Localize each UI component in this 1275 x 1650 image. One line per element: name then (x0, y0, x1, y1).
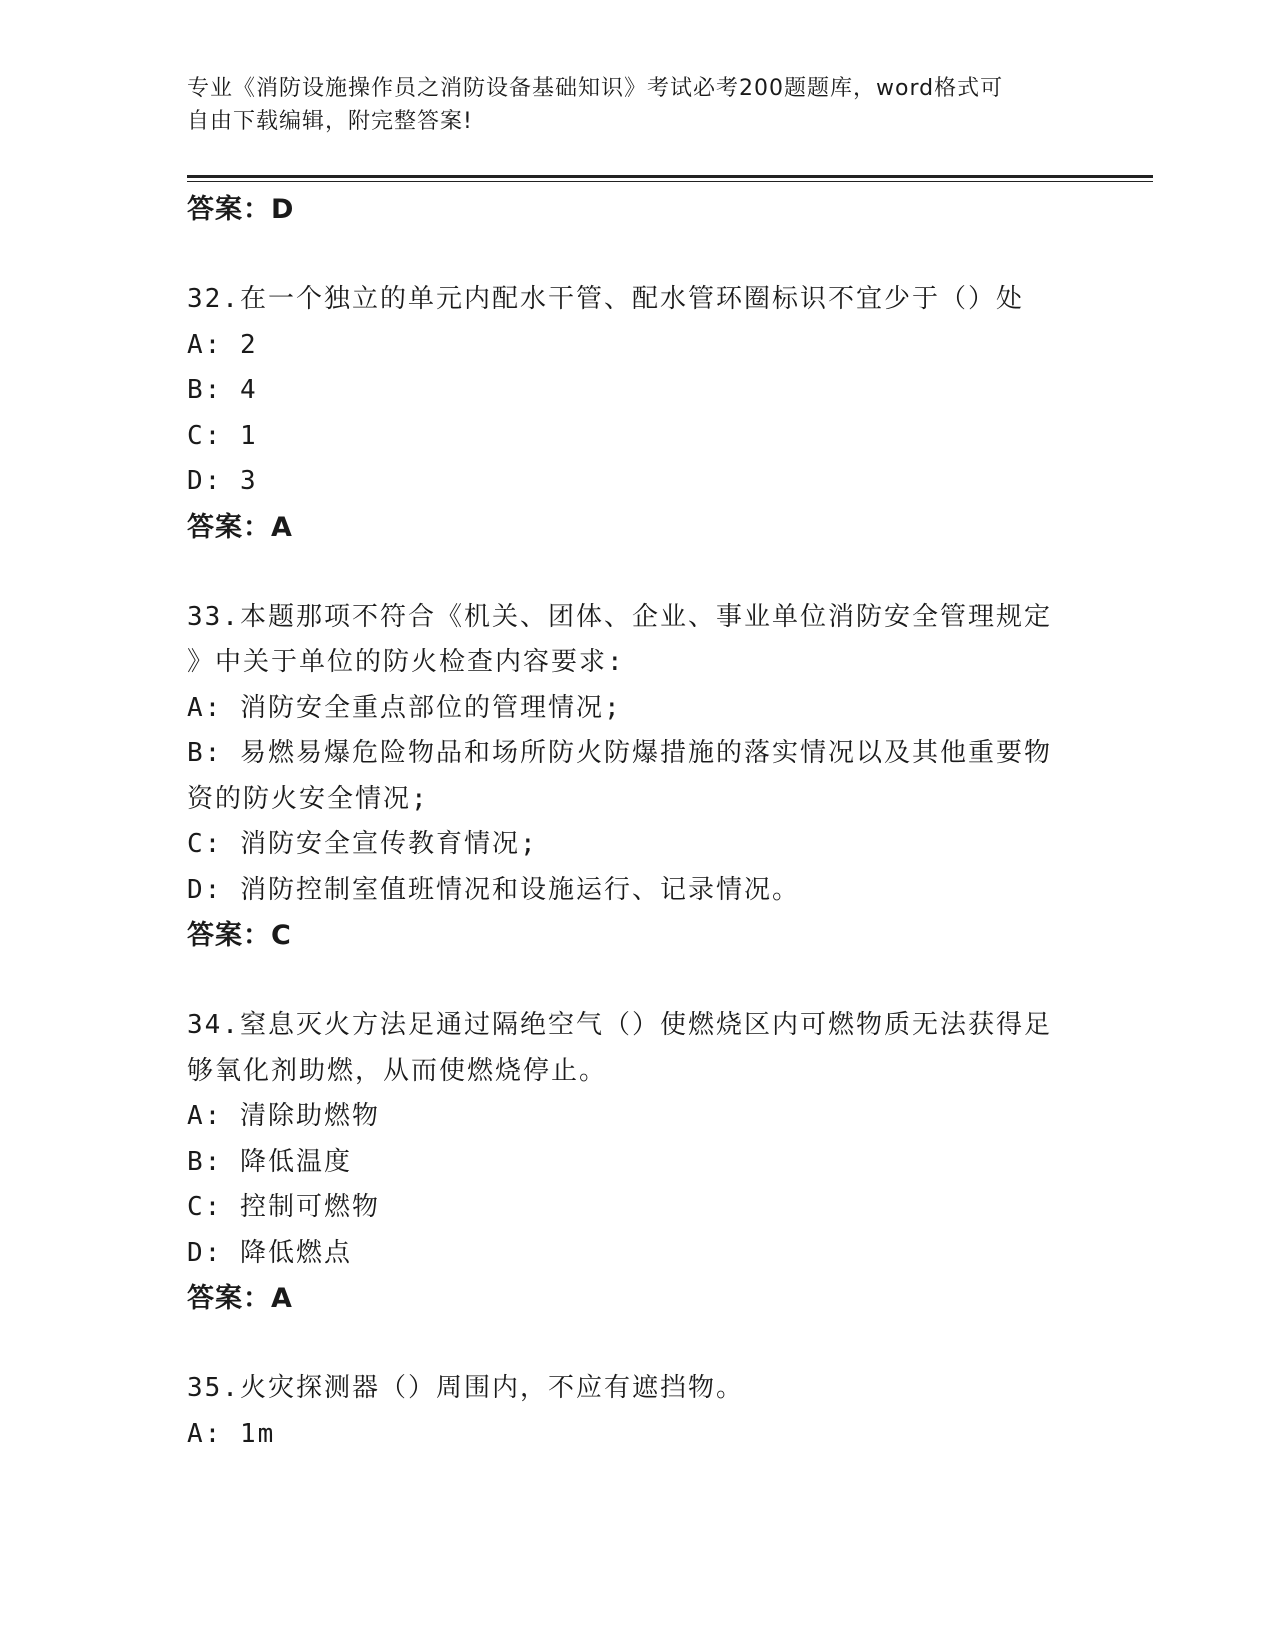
option-b-continued: 资的防火安全情况; (187, 783, 429, 814)
question-title-continued: 够氧化剂助燃，从而使燃烧停止。 (187, 1055, 608, 1086)
answer-label: 答案：A (187, 1283, 293, 1314)
header-line-1: 专业《消防设施操作员之消防设备基础知识》考试必考200题题库，word格式可 (187, 76, 1004, 101)
question-title: 33.本题那项不符合《机关、团体、企业、事业单位消防安全管理规定 (187, 601, 1052, 632)
question-title: 32.在一个独立的单元内配水干管、配水管环圈标识不宜少于（）处 (187, 284, 1024, 314)
question-title: 34.窒息灭火方法足通过隔绝空气（）使燃烧区内可燃物质无法获得足 (187, 1010, 1052, 1040)
option-c: C: 1 (187, 420, 258, 451)
option-d: D: 降低燃点 (187, 1237, 352, 1268)
option-a: A: 1m (187, 1418, 276, 1449)
previous-answer: 答案：D (187, 194, 295, 225)
question-block (187, 1003, 1077, 1322)
answer-label: 答案：C (187, 920, 292, 951)
option-b: B: 4 (187, 375, 258, 405)
option-a: A: 清除助燃物 (187, 1101, 380, 1131)
question-block (187, 1366, 1077, 1457)
option-a: A: 2 (187, 329, 258, 360)
header-divider-thin (187, 181, 1153, 182)
option-d: D: 3 (187, 466, 258, 496)
option-a: A: 消防安全重点部位的管理情况; (187, 692, 622, 723)
document-header (187, 72, 1067, 138)
question-block (187, 277, 1077, 551)
question-list (187, 187, 1077, 1457)
option-b: B: 易燃易爆危险物品和场所防火防爆措施的落实情况以及其他重要物 (187, 738, 1052, 768)
header-line-2: 自由下载编辑，附完整答案! (187, 109, 473, 134)
header-divider-thick (187, 175, 1153, 178)
option-d: D: 消防控制室值班情况和设施运行、记录情况。 (187, 874, 800, 905)
option-c: C: 控制可燃物 (187, 1192, 380, 1222)
question-title-continued: 》中关于单位的防火检查内容要求: (187, 647, 625, 677)
option-c: C: 消防安全宣传教育情况; (187, 829, 538, 859)
option-b: B: 降低温度 (187, 1146, 352, 1177)
question-block (187, 595, 1077, 960)
question-title: 35.火灾探测器（）周围内，不应有遮挡物。 (187, 1373, 744, 1403)
answer-label: 答案：A (187, 511, 293, 543)
